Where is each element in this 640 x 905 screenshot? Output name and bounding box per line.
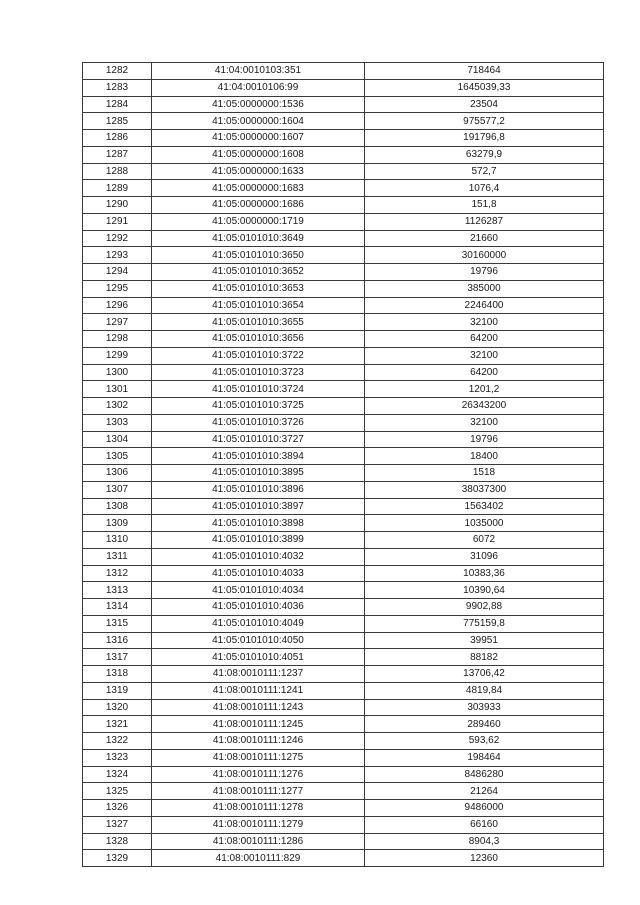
cadastral-number-cell: 41:05:0101010:3895 [152,465,365,482]
table-row [83,632,604,649]
row-number-cell: 1316 [83,632,152,649]
row-number-cell: 1312 [83,565,152,582]
table-row [83,749,604,766]
row-number-cell: 1295 [83,280,152,297]
table-row [83,532,604,549]
cadastral-number-cell: 41:05:0000000:1686 [152,197,365,214]
row-number-cell: 1283 [83,79,152,96]
row-number-cell: 1326 [83,800,152,817]
cadastral-value-table [82,62,604,867]
row-number-cell: 1290 [83,197,152,214]
value-cell: 30160000 [365,247,604,264]
cadastral-number-cell: 41:08:0010111:1279 [152,816,365,833]
value-cell: 1035000 [365,515,604,532]
row-number-cell: 1292 [83,230,152,247]
row-number-cell: 1298 [83,331,152,348]
table-row [83,247,604,264]
row-number-cell: 1285 [83,113,152,130]
row-number-cell: 1310 [83,532,152,549]
cadastral-number-cell: 41:05:0101010:3726 [152,414,365,431]
row-number-cell: 1287 [83,146,152,163]
row-number-cell: 1305 [83,448,152,465]
value-cell: 151,8 [365,197,604,214]
row-number-cell: 1309 [83,515,152,532]
row-number-cell: 1323 [83,749,152,766]
cadastral-number-cell: 41:05:0101010:4034 [152,582,365,599]
cadastral-number-cell: 41:05:0101010:3899 [152,532,365,549]
value-cell: 38037300 [365,481,604,498]
cadastral-number-cell: 41:08:0010111:1278 [152,800,365,817]
row-number-cell: 1304 [83,431,152,448]
row-number-cell: 1308 [83,498,152,515]
table-row [83,163,604,180]
cadastral-number-cell: 41:05:0101010:3656 [152,331,365,348]
value-cell: 12360 [365,850,604,867]
value-cell: 572,7 [365,163,604,180]
table-row [83,130,604,147]
row-number-cell: 1318 [83,666,152,683]
value-cell: 19796 [365,264,604,281]
cadastral-number-cell: 41:08:0010111:1241 [152,682,365,699]
value-cell: 775159,8 [365,615,604,632]
table-row [83,79,604,96]
table-body [83,63,604,867]
value-cell: 593,62 [365,733,604,750]
cadastral-number-cell: 41:05:0101010:3653 [152,280,365,297]
table-row [83,833,604,850]
row-number-cell: 1319 [83,682,152,699]
table-row [83,264,604,281]
row-number-cell: 1288 [83,163,152,180]
table-row [83,682,604,699]
table-row [83,800,604,817]
value-cell: 1518 [365,465,604,482]
cadastral-number-cell: 41:08:0010111:1286 [152,833,365,850]
row-number-cell: 1324 [83,766,152,783]
value-cell: 26343200 [365,398,604,415]
cadastral-number-cell: 41:05:0000000:1536 [152,96,365,113]
table-row [83,565,604,582]
cadastral-number-cell: 41:08:0010111:1243 [152,699,365,716]
value-cell: 23504 [365,96,604,113]
cadastral-number-cell: 41:05:0101010:4051 [152,649,365,666]
value-cell: 191796,8 [365,130,604,147]
row-number-cell: 1294 [83,264,152,281]
table-row [83,481,604,498]
value-cell: 64200 [365,331,604,348]
table-row [83,280,604,297]
row-number-cell: 1313 [83,582,152,599]
cadastral-number-cell: 41:05:0000000:1607 [152,130,365,147]
table-row [83,733,604,750]
cadastral-number-cell: 41:05:0000000:1608 [152,146,365,163]
cadastral-number-cell: 41:08:0010111:1275 [152,749,365,766]
row-number-cell: 1317 [83,649,152,666]
cadastral-number-cell: 41:05:0101010:3655 [152,314,365,331]
cadastral-number-cell: 41:04:0010106:99 [152,79,365,96]
value-cell: 13706,42 [365,666,604,683]
cadastral-number-cell: 41:05:0101010:3723 [152,364,365,381]
value-cell: 19796 [365,431,604,448]
cadastral-number-cell: 41:05:0101010:3650 [152,247,365,264]
cadastral-number-cell: 41:08:0010111:1246 [152,733,365,750]
value-cell: 1563402 [365,498,604,515]
value-cell: 8904,3 [365,833,604,850]
value-cell: 385000 [365,280,604,297]
table-row [83,599,604,616]
value-cell: 32100 [365,414,604,431]
table-row [83,615,604,632]
table-row [83,297,604,314]
cadastral-number-cell: 41:05:0101010:3652 [152,264,365,281]
table-row [83,364,604,381]
row-number-cell: 1297 [83,314,152,331]
table-row [83,582,604,599]
table-row [83,113,604,130]
row-number-cell: 1302 [83,398,152,415]
cadastral-number-cell: 41:08:0010111:1237 [152,666,365,683]
row-number-cell: 1315 [83,615,152,632]
value-cell: 18400 [365,448,604,465]
cadastral-number-cell: 41:05:0101010:4036 [152,599,365,616]
value-cell: 39951 [365,632,604,649]
row-number-cell: 1282 [83,63,152,80]
cadastral-number-cell: 41:08:0010111:1276 [152,766,365,783]
value-cell: 31096 [365,548,604,565]
cadastral-number-cell: 41:05:0101010:3724 [152,381,365,398]
table-row [83,213,604,230]
value-cell: 63279,9 [365,146,604,163]
cadastral-number-cell: 41:05:0101010:3722 [152,347,365,364]
cadastral-number-cell: 41:05:0101010:4033 [152,565,365,582]
table-row [83,431,604,448]
table-row [83,197,604,214]
row-number-cell: 1328 [83,833,152,850]
row-number-cell: 1289 [83,180,152,197]
row-number-cell: 1320 [83,699,152,716]
cadastral-number-cell: 41:05:0000000:1633 [152,163,365,180]
cadastral-number-cell: 41:05:0101010:3896 [152,481,365,498]
table-row [83,381,604,398]
cadastral-number-cell: 41:05:0101010:3898 [152,515,365,532]
cadastral-number-cell: 41:05:0101010:3727 [152,431,365,448]
value-cell: 8486280 [365,766,604,783]
row-number-cell: 1286 [83,130,152,147]
table-row [83,96,604,113]
cadastral-number-cell: 41:08:0010111:1277 [152,783,365,800]
value-cell: 10383,36 [365,565,604,582]
table-row [83,465,604,482]
cadastral-number-cell: 41:05:0101010:3649 [152,230,365,247]
table-row [83,816,604,833]
value-cell: 9902,88 [365,599,604,616]
value-cell: 1201,2 [365,381,604,398]
cadastral-number-cell: 41:05:0101010:3897 [152,498,365,515]
table-row [83,850,604,867]
cadastral-number-cell: 41:05:0101010:3894 [152,448,365,465]
table-row [83,146,604,163]
row-number-cell: 1314 [83,599,152,616]
row-number-cell: 1293 [83,247,152,264]
row-number-cell: 1291 [83,213,152,230]
row-number-cell: 1300 [83,364,152,381]
row-number-cell: 1301 [83,381,152,398]
value-cell: 66160 [365,816,604,833]
row-number-cell: 1284 [83,96,152,113]
row-number-cell: 1321 [83,716,152,733]
value-cell: 10390,64 [365,582,604,599]
table-row [83,230,604,247]
table-row [83,498,604,515]
table-row [83,398,604,415]
cadastral-number-cell: 41:05:0101010:4049 [152,615,365,632]
row-number-cell: 1299 [83,347,152,364]
table-row [83,347,604,364]
table-row [83,783,604,800]
table-row [83,331,604,348]
value-cell: 975577,2 [365,113,604,130]
cadastral-number-cell: 41:05:0000000:1719 [152,213,365,230]
table-row [83,448,604,465]
row-number-cell: 1311 [83,548,152,565]
value-cell: 32100 [365,314,604,331]
row-number-cell: 1306 [83,465,152,482]
cadastral-number-cell: 41:08:0010111:1245 [152,716,365,733]
table-row [83,63,604,80]
row-number-cell: 1296 [83,297,152,314]
cadastral-number-cell: 41:05:0000000:1604 [152,113,365,130]
value-cell: 303933 [365,699,604,716]
table-row [83,766,604,783]
cadastral-number-cell: 41:05:0000000:1683 [152,180,365,197]
table-row [83,414,604,431]
value-cell: 88182 [365,649,604,666]
value-cell: 289460 [365,716,604,733]
value-cell: 2246400 [365,297,604,314]
value-cell: 1076,4 [365,180,604,197]
table-row [83,515,604,532]
value-cell: 21264 [365,783,604,800]
value-cell: 198464 [365,749,604,766]
row-number-cell: 1329 [83,850,152,867]
cadastral-number-cell: 41:05:0101010:4050 [152,632,365,649]
table-row [83,180,604,197]
value-cell: 21660 [365,230,604,247]
cadastral-number-cell: 41:04:0010103:351 [152,63,365,80]
cadastral-number-cell: 41:08:0010111:829 [152,850,365,867]
table-row [83,699,604,716]
table-row [83,716,604,733]
table-row [83,649,604,666]
value-cell: 9486000 [365,800,604,817]
row-number-cell: 1303 [83,414,152,431]
value-cell: 32100 [365,347,604,364]
value-cell: 718464 [365,63,604,80]
table-row [83,314,604,331]
cadastral-number-cell: 41:05:0101010:4032 [152,548,365,565]
value-cell: 64200 [365,364,604,381]
row-number-cell: 1322 [83,733,152,750]
row-number-cell: 1307 [83,481,152,498]
row-number-cell: 1325 [83,783,152,800]
table-row [83,666,604,683]
cadastral-number-cell: 41:05:0101010:3725 [152,398,365,415]
table-row [83,548,604,565]
value-cell: 1126287 [365,213,604,230]
value-cell: 6072 [365,532,604,549]
cadastral-number-cell: 41:05:0101010:3654 [152,297,365,314]
row-number-cell: 1327 [83,816,152,833]
value-cell: 1645039,33 [365,79,604,96]
value-cell: 4819,84 [365,682,604,699]
